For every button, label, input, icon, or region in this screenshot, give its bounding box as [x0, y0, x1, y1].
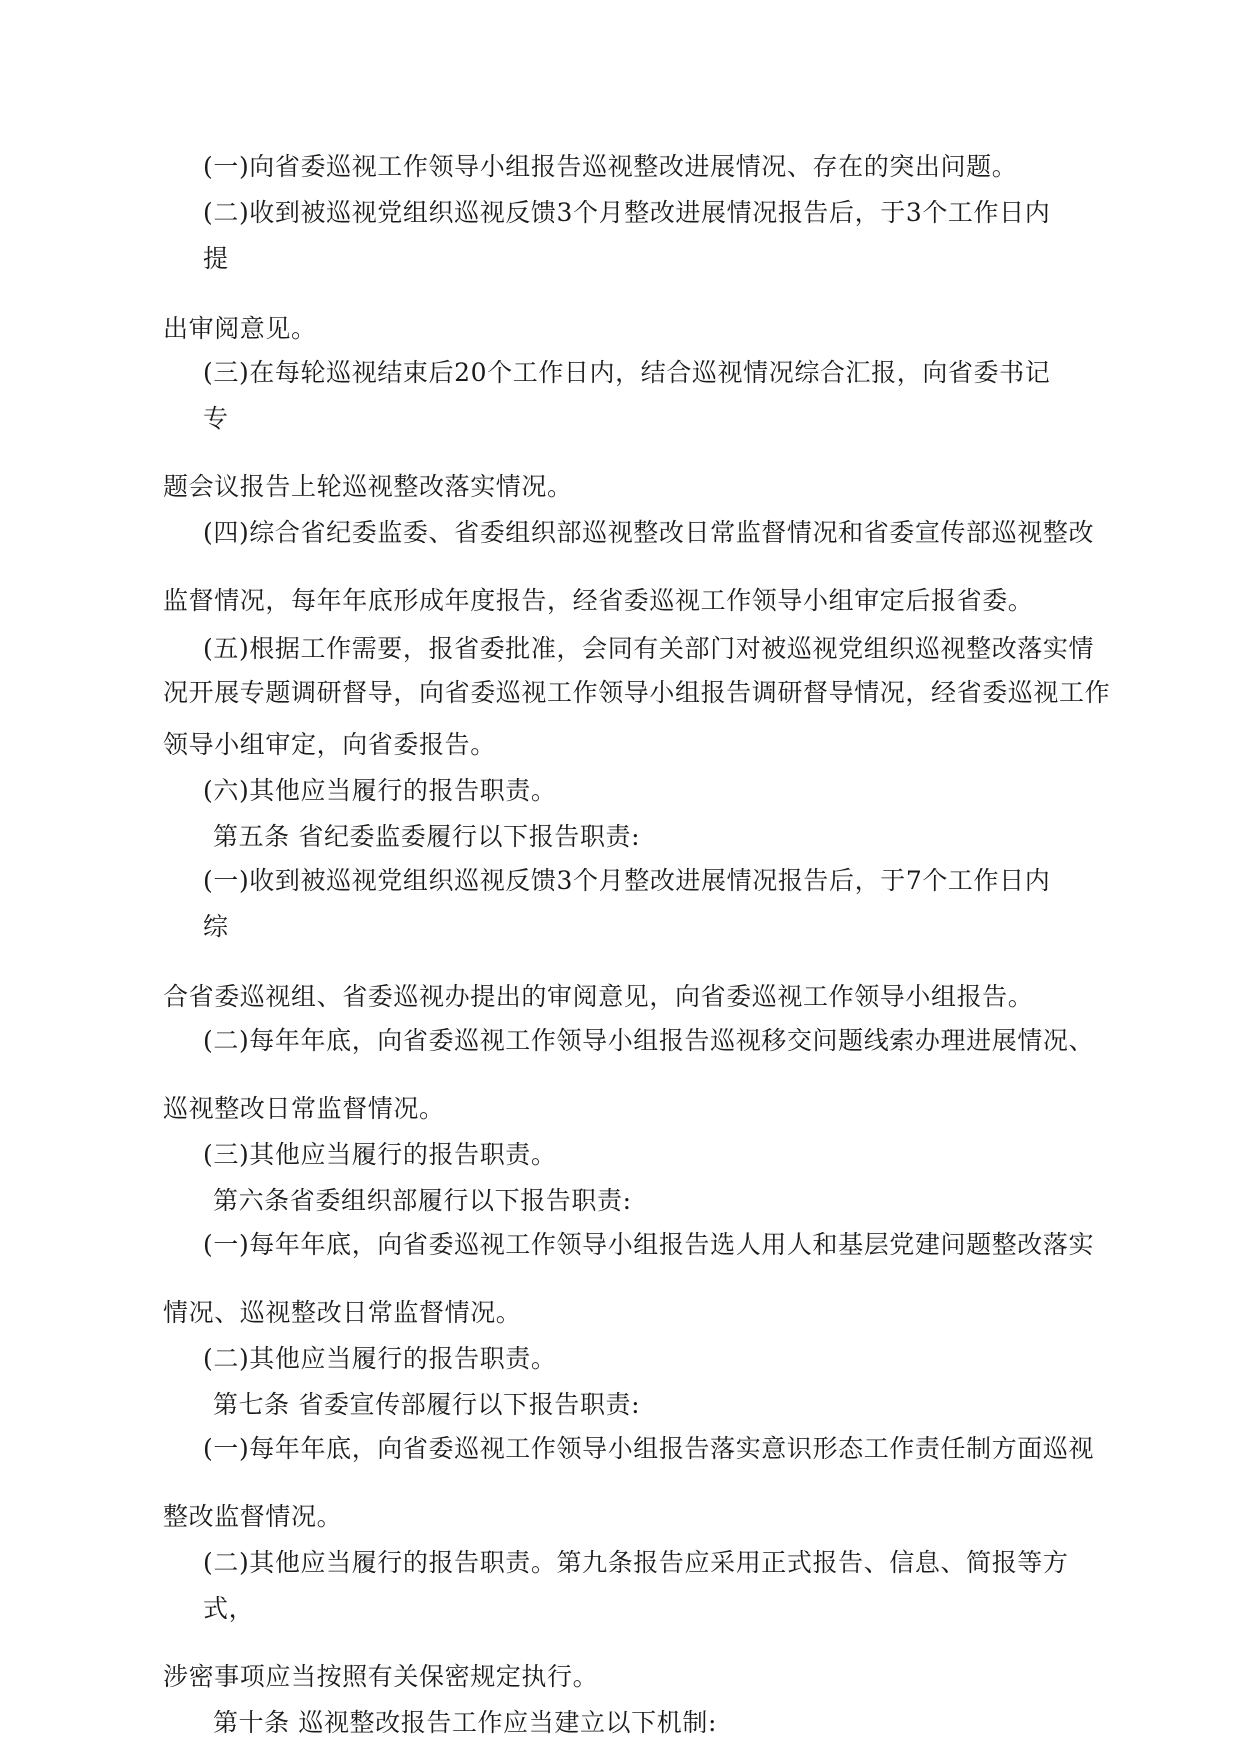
paragraph-line: 涉密事项应当按照有关保密规定执行。: [163, 1662, 599, 1691]
paragraph-line: (一)每年年底，向省委巡视工作领导小组报告落实意识形态工作责任制方面巡视: [203, 1434, 1095, 1463]
paragraph-line: 监督情况，每年年底形成年度报告，经省委巡视工作领导小组审定后报省委。: [163, 586, 1034, 615]
paragraph-line: (三)其他应当履行的报告职责。: [203, 1140, 557, 1169]
paragraph-line: (二)其他应当履行的报告职责。: [203, 1344, 557, 1373]
paragraph-line: 巡视整改日常监督情况。: [163, 1094, 445, 1123]
paragraph-line: 合省委巡视组、省委巡视办提出的审阅意见，向省委巡视工作领导小组报告。: [163, 982, 1034, 1011]
paragraph-line: 提: [203, 244, 229, 273]
article-heading: 第六条省委组织部履行以下报告职责:: [213, 1186, 632, 1215]
paragraph-line: (一)向省委巡视工作领导小组报告巡视整改进展情况、存在的突出问题。: [203, 152, 1018, 181]
paragraph-line: (二)其他应当履行的报告职责。第九条报告应采用正式报告、信息、简报等方: [203, 1548, 1069, 1577]
paragraph-line: (一)收到被巡视党组织巡视反馈3个月整改进展情况报告后，于7个工作日内: [203, 866, 1051, 895]
paragraph-line: 式，: [203, 1594, 255, 1623]
paragraph-line: (一)每年年底，向省委巡视工作领导小组报告选人用人和基层党建问题整改落实: [203, 1230, 1095, 1259]
paragraph-line: 出审阅意见。: [163, 314, 317, 343]
paragraph-line: (二)收到被巡视党组织巡视反馈3个月整改进展情况报告后，于3个工作日内: [203, 198, 1051, 227]
article-heading: 第十条 巡视整改报告工作应当建立以下机制:: [213, 1708, 717, 1737]
paragraph-line: 况开展专题调研督导，向省委巡视工作领导小组报告调研督导情况，经省委巡视工作: [163, 678, 1111, 707]
paragraph-line: (四)综合省纪委监委、省委组织部巡视整改日常监督情况和省委宣传部巡视整改: [203, 518, 1095, 547]
paragraph-line: (五)根据工作需要，报省委批准，会同有关部门对被巡视党组织巡视整改落实情: [203, 634, 1095, 663]
paragraph-line: (六)其他应当履行的报告职责。: [203, 776, 557, 805]
paragraph-line: 题会议报告上轮巡视整改落实情况。: [163, 472, 573, 501]
paragraph-line: (二)每年年底，向省委巡视工作领导小组报告巡视移交问题线索办理进展情况、: [203, 1026, 1095, 1055]
paragraph-line: 整改监督情况。: [163, 1502, 343, 1531]
paragraph-line: 领导小组审定，向省委报告。: [163, 730, 496, 759]
paragraph-line: (三)在每轮巡视结束后20个工作日内，结合巡视情况综合汇报，向省委书记: [203, 358, 1051, 387]
paragraph-line: 专: [203, 404, 229, 433]
paragraph-line: 综: [203, 912, 229, 941]
article-heading: 第七条 省委宣传部履行以下报告职责:: [213, 1390, 641, 1419]
paragraph-line: 情况、巡视整改日常监督情况。: [163, 1298, 522, 1327]
article-heading: 第五条 省纪委监委履行以下报告职责:: [213, 822, 641, 851]
